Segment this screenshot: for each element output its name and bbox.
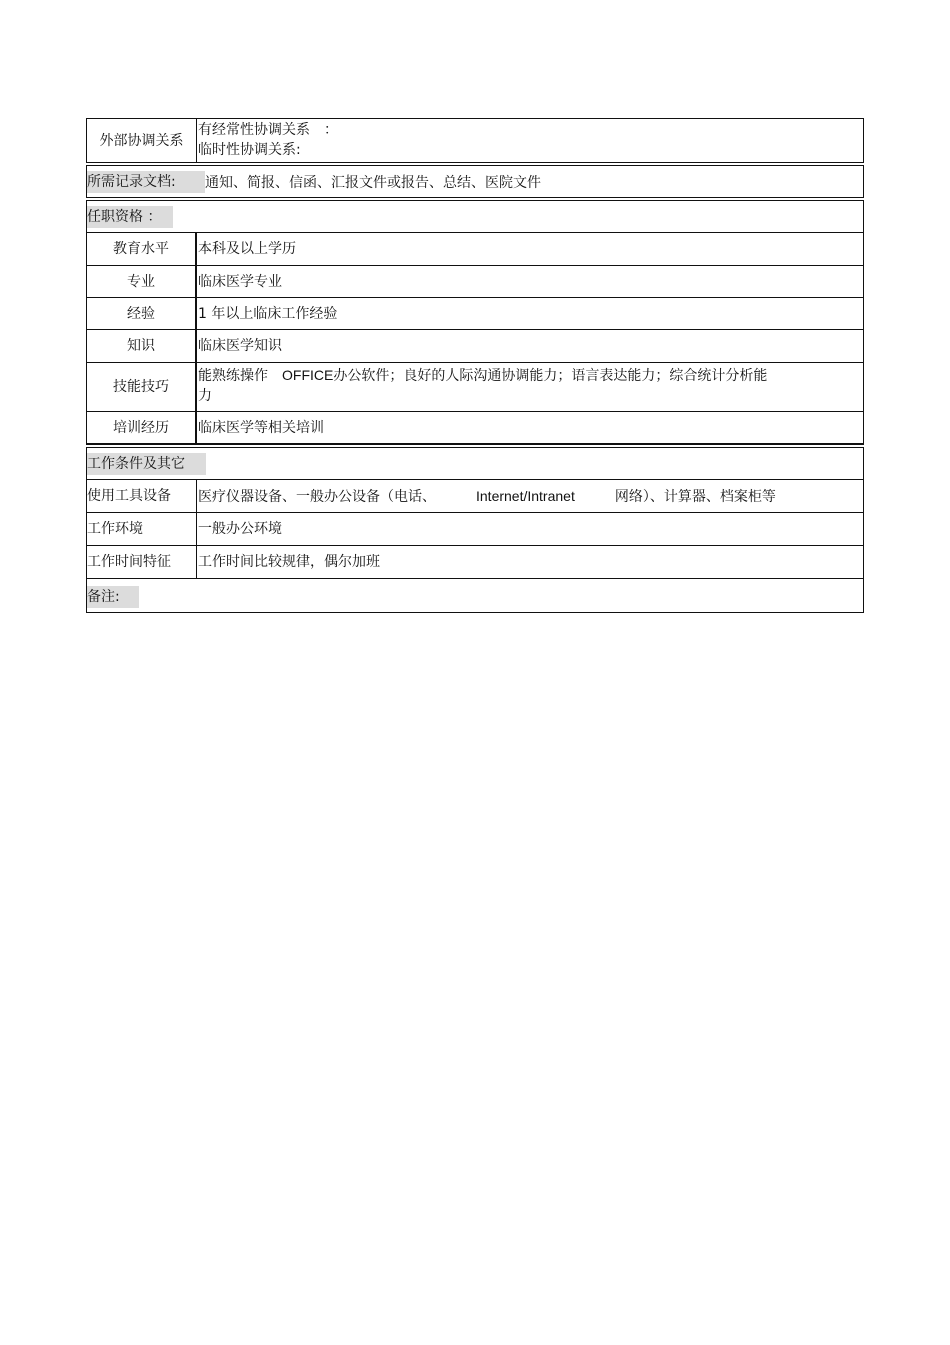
qualifications-header-row bbox=[86, 200, 864, 233]
knowledge-label: 知识 bbox=[87, 330, 197, 362]
knowledge-row bbox=[86, 330, 864, 363]
training-label: 培训经历 bbox=[87, 412, 197, 443]
education-value: 本科及以上学历 bbox=[198, 241, 296, 257]
qualifications-label: 任职资格 ： bbox=[87, 206, 173, 228]
tools-value bbox=[198, 480, 863, 512]
skills-text-c: 办公软件；良好的人际沟通协调能力；语言表达能力；综合统计分析能 bbox=[333, 368, 768, 384]
skills-text-office: OFFICE bbox=[282, 367, 334, 383]
environment-row bbox=[86, 513, 864, 546]
skills-label: 技能技巧 bbox=[87, 363, 197, 411]
knowledge-value: 临床医学知识 bbox=[198, 338, 282, 354]
notes-row bbox=[86, 579, 864, 613]
external-coordination-row bbox=[86, 118, 864, 163]
tools-label: 使用工具设备 bbox=[87, 480, 197, 512]
work-time-row bbox=[86, 546, 864, 579]
external-coordination-label: 外部协调关系 bbox=[87, 119, 197, 162]
major-row bbox=[86, 266, 864, 298]
work-time-label: 工作时间特征 bbox=[87, 546, 197, 578]
temporary-coordination-line: 临时性协调关系: bbox=[198, 142, 301, 158]
skills-row bbox=[86, 363, 864, 412]
records-row bbox=[86, 165, 864, 198]
education-label: 教育水平 bbox=[87, 233, 197, 265]
skills-line-1 bbox=[198, 365, 863, 386]
tools-text-c: 网络）、计算器、档案柜等 bbox=[614, 488, 776, 505]
tools-text-internet: Internet/Intranet bbox=[476, 487, 575, 504]
training-value: 临床医学等相关培训 bbox=[198, 419, 324, 436]
major-label: 专业 bbox=[87, 266, 197, 297]
external-coordination-value bbox=[198, 119, 863, 162]
education-row bbox=[86, 233, 864, 266]
tools-row bbox=[86, 480, 864, 513]
conditions-label: 工作条件及其它 bbox=[87, 453, 206, 475]
regular-coordination-line: 有经常性协调关系 ： bbox=[198, 122, 338, 138]
job-description-table bbox=[86, 118, 864, 613]
environment-value: 一般办公环境 bbox=[198, 521, 282, 537]
work-time-value: 工作时间比较规律，偶尔加班 bbox=[198, 554, 380, 570]
tools-text-a: 医疗仪器设备、一般办公设备（电话、 bbox=[198, 488, 436, 505]
notes-label: 备注: bbox=[87, 586, 139, 608]
experience-value: 1 年以上临床工作经验 bbox=[198, 305, 338, 322]
records-value: 通知、简报、信函、汇报文件或报告、总结、医院文件 bbox=[205, 174, 541, 191]
conditions-header-row bbox=[86, 447, 864, 480]
experience-label: 经验 bbox=[87, 298, 197, 329]
experience-row bbox=[86, 298, 864, 330]
major-value: 临床医学专业 bbox=[198, 273, 282, 290]
tools-line bbox=[198, 486, 863, 507]
skills-value bbox=[198, 363, 863, 411]
skills-text-a: 能熟练操作 bbox=[198, 368, 268, 384]
records-label: 所需记录文档: bbox=[87, 171, 205, 193]
training-row bbox=[86, 412, 864, 445]
environment-label: 工作环境 bbox=[87, 513, 197, 545]
skills-line-2: 力 bbox=[198, 388, 212, 404]
